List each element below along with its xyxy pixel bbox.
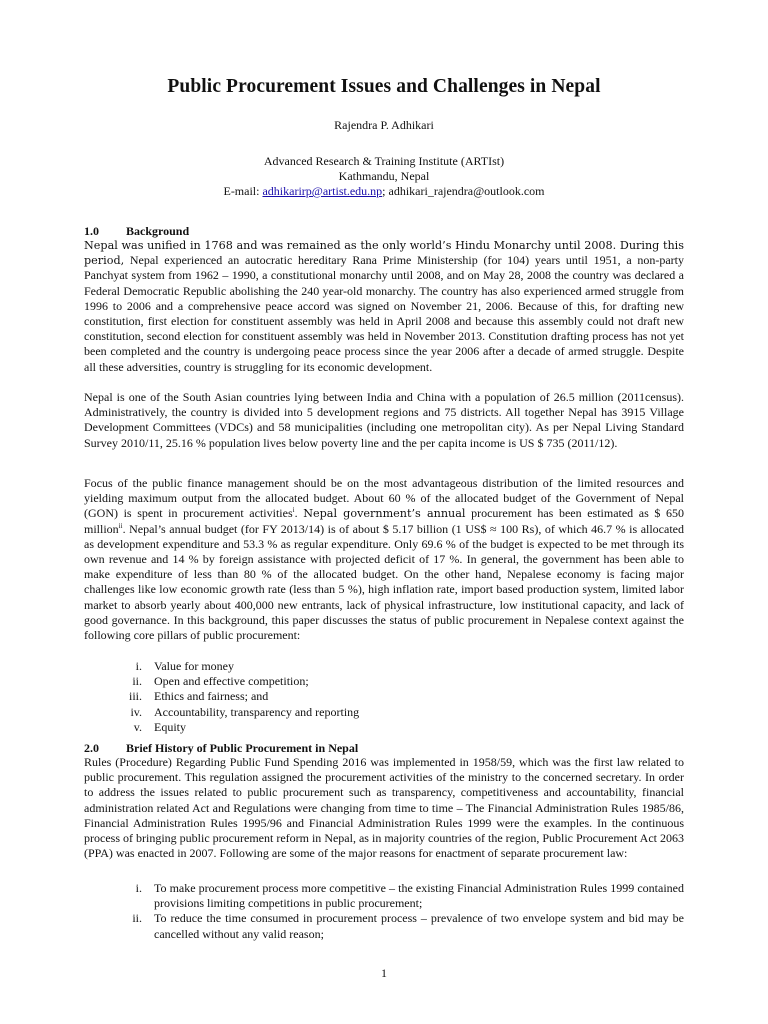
paragraph-public-finance: [84, 476, 684, 643]
list-numeral: v.: [133, 719, 142, 734]
list-numeral: ii.: [132, 674, 142, 689]
text-run: Nepal government’s annual: [303, 507, 466, 521]
list-text: Ethics and fairness; and: [154, 689, 269, 704]
institute-name: Advanced Research & Training Institute (ARTIst): [263, 154, 505, 168]
email-line: [84, 184, 684, 199]
paragraph-body: Nepal experienced an autocratic hereditary Rana Prime Ministership (for 104) years until 1951, a non-party Panchyat system from 1962 – 1990, a constitutional monarchy until 2008, and on May 28, 2008 the country was declared a Federal Democratic Republic abolishing the 240 year-old monarchy. The country has also experienced armed struggle from 1996 to 2006 and a comprehensive peace accord was signed on November 21, 2006. Because of this, for drafting new constitution, first election for constituent assembly was held in April 2008 and because this assembly could not draft new constitution, second election for constituent assembly was held in November 2013. Constitution drafting process has not yet been completed and the country is undergoing peace process since the year 2006 after a decade of armed struggle. Despite all these adversities, country is struggling for its economic development.: [84, 253, 685, 374]
list-item: [120, 674, 684, 689]
section-number: 2.0: [84, 741, 99, 755]
list-item: [120, 705, 684, 720]
email-secondary: ; adhikari_rajendra@outlook.com: [382, 184, 545, 198]
section-heading-history: [84, 741, 358, 756]
list-numeral: iv.: [130, 704, 142, 719]
institute-city: Kathmandu, Nepal: [338, 169, 430, 183]
list-numeral: ii.: [132, 911, 142, 926]
text-run: Focus of the public finance management should be on the most advantageous distribution of the limited resources and yielding maximum output from the allocated budget. About 60 % of the allocated budget of the Government of Nepal (GON) is spent in procurement activities: [84, 476, 684, 521]
email-label: E-mail:: [223, 184, 263, 198]
reasons-list: [120, 881, 684, 942]
text-run: .: [294, 506, 304, 521]
text-run: procurement has been estimated as $ 650 million: [84, 506, 684, 536]
section-title: Background: [126, 224, 190, 238]
pillars-list: [120, 659, 684, 735]
list-item: [120, 911, 684, 941]
paragraph-procurement-history: Rules (Procedure) Regarding Public Fund Spending 2016 was implemented in 1958/59, which was the first law related to public procurement. This regulation assigned the procurement activities of the ministry to the concerned secretary. In order to address the issues related to public procurement such as transparency, competitiveness and accountability, financial administration related Act and Regulations were changing from time to time – The Financial Administration Rules 1985/86, Financial Administration Rules 1995/96 and Financial Administration Rules 1999 were the examples. In the continuous process of bringing public procurement reform in Nepal, as in majority countries of the region, Public Procurement Act 2063 (PPA) was enacted in 2007. Following are some of the major reasons for enactment of separate procurement law:: [84, 755, 684, 861]
list-text: Value for money: [154, 659, 234, 673]
email-link[interactable]: adhikarirp@artist.edu.np: [262, 184, 383, 198]
list-text: To reduce the time consumed in procurement process – prevalence of two envelope system and bid may be cancelled without any valid reason;: [154, 911, 684, 941]
list-numeral: i.: [135, 881, 142, 895]
list-numeral: iii.: [128, 689, 142, 704]
list-numeral: i.: [135, 659, 142, 673]
list-item: [120, 881, 684, 911]
footnote-ref[interactable]: ii: [118, 521, 123, 530]
section-number: 1.0: [84, 224, 99, 238]
section-title: Brief History of Public Procurement in Nepal: [126, 741, 359, 755]
list-text: Accountability, transparency and reporting: [154, 704, 360, 719]
author-name: Rajendra P. Adhikari: [334, 118, 434, 132]
list-item: [120, 689, 684, 704]
list-item: [120, 659, 684, 674]
paragraph-lead: Nepal was unified in 1768 and was remained as the only world’s Hindu Monarchy until 2008. During this period,: [84, 239, 684, 268]
page-number: 1: [381, 966, 387, 980]
paragraph-geography: Nepal is one of the South Asian countries lying between India and China with a population of 26.5 million (2011census). Administratively, the country is divided into 5 development regions and 75 districts. All together Nepal has 3915 Village Development Committees (VDCs) and 58 municipalities (including one metropolitan city). As per Nepal Living Standard Survey 2010/11, 25.16 % population lives below poverty line and the per capita income is US $ 735 (2011/12).: [84, 390, 684, 450]
list-text: Equity: [154, 719, 186, 734]
list-item: [120, 720, 684, 735]
section-heading-background: [84, 224, 189, 239]
footnote-ref[interactable]: i: [292, 506, 295, 515]
text-run: . Nepal’s annual budget (for FY 2013/14) is of about $ 5.17 billion (1 US$ ≈ 100 Rs), of which 46.7 % is allocated as development expenditure and 53.3 % as regular expenditure. Only 69.6 % of the budget is expected to be met through its own revenue and 14 % by foreign assistance with projected deficit of 17 %. In general, the government has been able to make expenditure of less than 80 % of the allocated budget. On the other hand, Nepalese economy is facing major challenges like low economic growth rate (less than 5 %), high inflation rate, import based production system, limited labor market to absorb yearly about 400,000 new entrants, lack of physical infrastructure, low institutional capacity, and lack of good governance. In this background, this paper discusses the status of public procurement in Nepalese context against the following core pillars of public procurement:: [84, 521, 684, 643]
paragraph-history: [84, 238, 684, 375]
list-text: To make procurement process more competitive – the existing Financial Administration Rules 1999 contained provisions limiting competitions in public procurement;: [154, 881, 684, 911]
author-affiliation: [84, 154, 684, 199]
paper-title: Public Procurement Issues and Challenges in Nepal: [167, 76, 601, 97]
list-text: Open and effective competition;: [154, 674, 309, 689]
